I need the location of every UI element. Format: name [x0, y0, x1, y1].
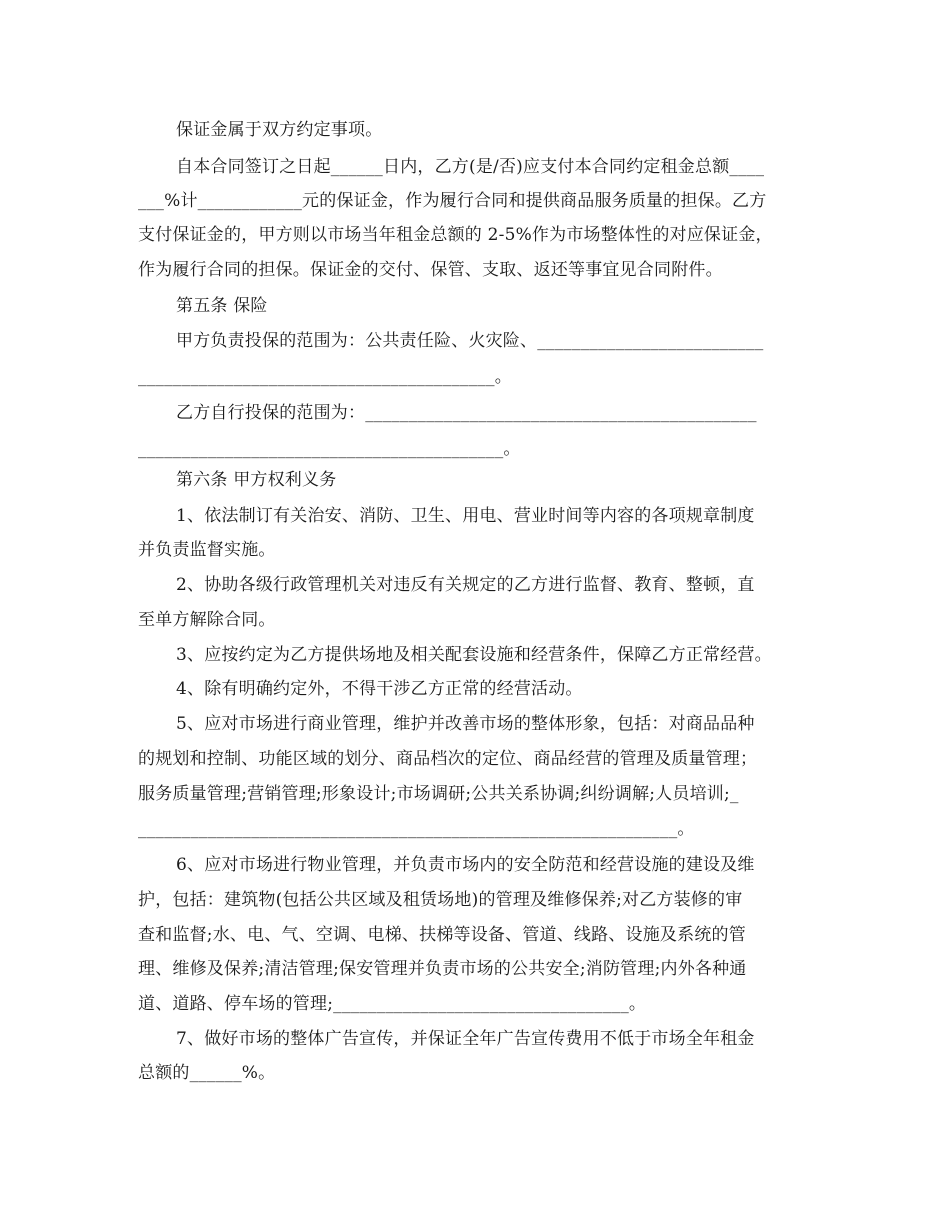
section-heading: 第五条 保险 [176, 296, 268, 316]
text-line: 查和监督;水、电、气、空调、电梯、扶梯等设备、管道、线路、设施及系统的管 [138, 925, 746, 945]
text-line: 5、应对市场进行商业管理，维护并改善市场的整体形象，包括：对商品品种 [176, 714, 755, 734]
text-line: __________________________________________。 [138, 439, 521, 459]
text-line: 支付保证金的，甲方则以市场当年租金总额的 2-5%作为市场整体性的对应保证金， [138, 225, 773, 245]
text-line: 7、做好市场的整体广告宣传，并保证全年广告宣传费用不低于市场全年租金 [176, 1029, 755, 1049]
section-heading: 第六条 甲方权利义务 [176, 470, 337, 490]
text-line: ______________________________________________________________。 [138, 819, 695, 839]
text-line: ___%计____________元的保证金，作为履行合同和提供商品服务质量的担保。乙方 [138, 191, 767, 211]
text-line: 护，包括：建筑物(包括公共区域及租赁场地)的管理及维修保养;对乙方装修的审 [138, 890, 743, 910]
text-line: 自本合同签订之日起______日内，乙方(是/否)应支付本合同约定租金总额____ [176, 157, 765, 177]
text-line: 至单方解除合同。 [138, 610, 276, 630]
text-line: 2、协助各级行政管理机关对违反有关规定的乙方进行监督、教育、整顿，直 [176, 575, 755, 595]
text-line: 乙方自行投保的范围为：_____________________________________________ [176, 403, 757, 423]
text-line: _________________________________________。 [138, 367, 512, 387]
text-line: 并负责监督实施。 [138, 540, 276, 560]
text-line: 3、应按约定为乙方提供场地及相关配套设施和经营条件，保障乙方正常经营。 [176, 645, 772, 665]
text-line: 6、应对市场进行物业管理，并负责市场内的安全防范和经营设施的建设及维 [176, 855, 755, 875]
text-line: 总额的______%。 [138, 1063, 276, 1083]
text-line: 理、维修及保养;清洁管理;保安管理并负责市场的公共安全;消防管理;内外各种通 [138, 959, 747, 979]
text-line: 1、依法制订有关治安、消防、卫生、用电、营业时间等内容的各项规章制度 [176, 506, 755, 526]
text-line: 的规划和控制、功能区域的划分、商品档次的定位、商品经营的管理及质量管理； [138, 749, 758, 769]
text-line: 甲方负责投保的范围为：公共责任险、火灾险、__________________________ [176, 331, 764, 351]
text-line: 作为履行合同的担保。保证金的交付、保管、支取、返还等事宜见合同附件。 [138, 260, 723, 280]
text-line: 保证金属于双方约定事项。 [176, 120, 383, 140]
text-line: 服务质量管理;营销管理;形象设计;市场调研;公共关系协调;纠纷调解;人员培训;_ [138, 784, 739, 804]
text-line: 道、道路、停车场的管理;__________________________________。 [138, 994, 647, 1014]
text-line: 4、除有明确约定外，不得干涉乙方正常的经营活动。 [176, 679, 583, 699]
